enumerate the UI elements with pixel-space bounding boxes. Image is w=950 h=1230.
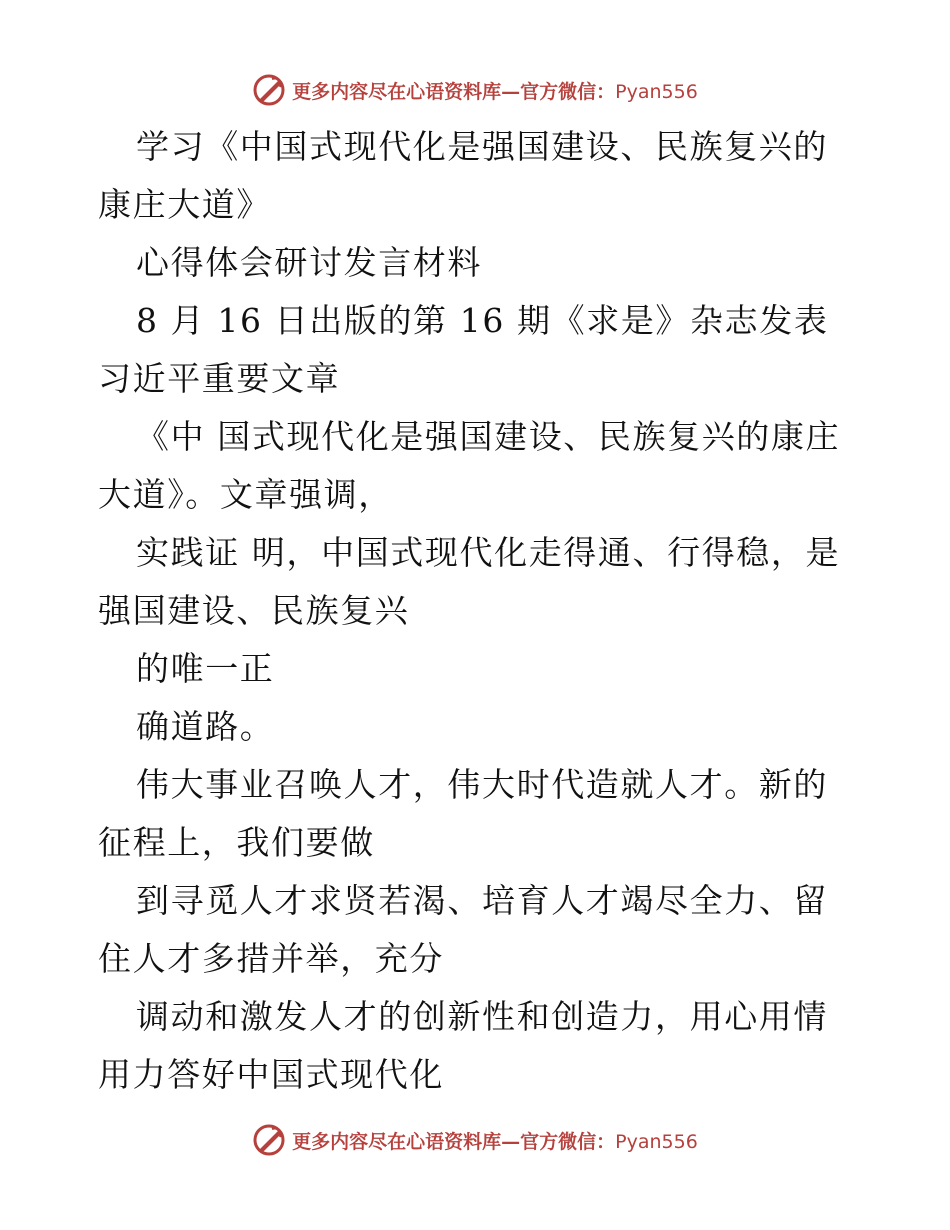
header-watermark: [0, 70, 950, 110]
doc-paragraph: 伟大事业召唤人才，伟大时代造就人才。新的征程上，我们要做: [98, 765, 828, 862]
doc-paragraph: 《中 国式现代化是强国建设、民族复兴的康庄大道》。文章强调，: [98, 417, 841, 514]
document-body: [98, 118, 858, 1104]
doc-paragraph: 到寻觅人才求贤若渴、培育人才竭尽全力、留住人才多措并举，充分: [98, 881, 828, 978]
doc-paragraph: 实践证 明，中国式现代化走得通、行得稳，是强国建设、民族复兴: [98, 533, 841, 630]
doc-title-line-1: 学习《中国式现代化是强国建设、民族复兴的康庄大道》: [98, 127, 828, 224]
doc-paragraph: 的唯一正: [136, 649, 275, 688]
doc-paragraph: 确道路。: [136, 707, 275, 746]
quill-seal-icon: [252, 73, 286, 107]
doc-paragraph: 调动和激发人才的创新性和创造力，用心用情用力答好中国式现代化: [98, 997, 828, 1094]
watermark-text: 更多内容尽在心语资料库—官方微信：Pyan556: [292, 80, 698, 103]
footer-watermark: [0, 1120, 950, 1160]
doc-title-line-2: 心得体会研讨发言材料: [136, 243, 482, 282]
watermark-text: 更多内容尽在心语资料库—官方微信：Pyan556: [292, 1130, 698, 1153]
doc-paragraph: 8 月 16 日出版的第 16 期《求是》杂志发表习近平重要文章: [98, 301, 829, 398]
quill-seal-icon: [252, 1123, 286, 1157]
